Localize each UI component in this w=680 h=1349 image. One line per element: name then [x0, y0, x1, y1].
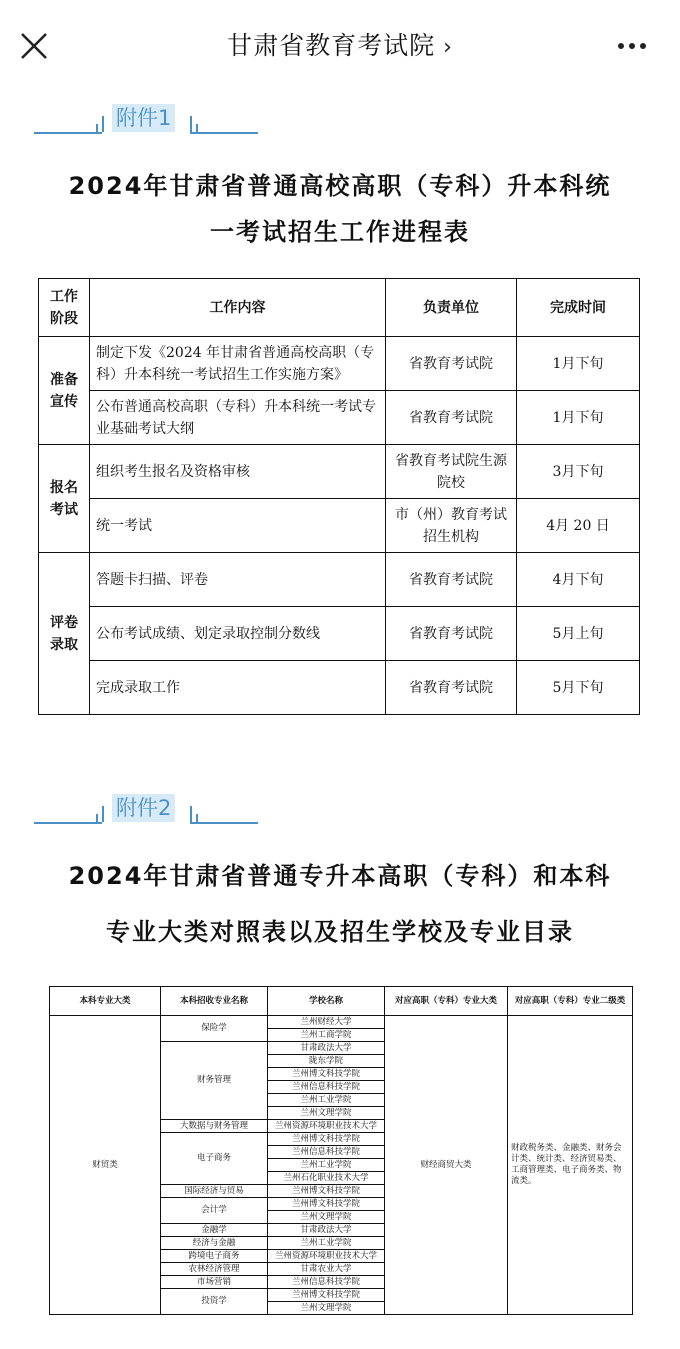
- table-row: [50, 1016, 633, 1029]
- major-cell: 大数据与财务管理: [161, 1120, 268, 1133]
- major-cell: 市场营销: [161, 1276, 268, 1289]
- school-cell: 兰州文理学院: [268, 1211, 385, 1224]
- school-cell: 兰州工商学院: [268, 1029, 385, 1042]
- school-cell: 兰州博文科技学院: [268, 1185, 385, 1198]
- stage-cell: 评卷录取: [39, 553, 90, 715]
- unit-cell: 省教育考试院: [386, 337, 517, 391]
- time-cell: 1月下旬: [517, 337, 640, 391]
- school-cell: 兰州资源环境职业技术大学: [268, 1120, 385, 1133]
- major-cell: 金融学: [161, 1224, 268, 1237]
- table-row: [39, 553, 640, 607]
- table-row: [39, 661, 640, 715]
- time-cell: 4月 20 日: [517, 499, 640, 553]
- header-stage: 工作阶段: [39, 279, 90, 337]
- table-header-row: [39, 279, 640, 337]
- major-mapping-table: [49, 986, 633, 1315]
- category-cell: 财贸类: [50, 1016, 161, 1315]
- content-cell: 制定下发《2024 年甘肃省普通高校高职（专科）升本科统一考试招生工作实施方案》: [90, 337, 386, 391]
- school-cell: 兰州财经大学: [268, 1016, 385, 1029]
- major-cell: 经济与金融: [161, 1237, 268, 1250]
- content-cell: 答题卡扫描、评卷: [90, 553, 386, 607]
- header-unit: 负责单位: [386, 279, 517, 337]
- unit-cell: 省教育考试院: [386, 607, 517, 661]
- major-cell: 跨境电子商务: [161, 1250, 268, 1263]
- vocational-subclass-cell: 财政税务类、金融类、财务会计类、统计类、经济贸易类、工商管理类、电子商务类、物流类。: [508, 1016, 633, 1315]
- table-row: [39, 445, 640, 499]
- more-icon: [618, 34, 651, 53]
- school-cell: 兰州工业学院: [268, 1094, 385, 1107]
- school-cell: 兰州文理学院: [268, 1107, 385, 1120]
- major-cell: 保险学: [161, 1016, 268, 1042]
- unit-cell: 市（州）教育考试招生机构: [386, 499, 517, 553]
- school-cell: 兰州信息科技学院: [268, 1276, 385, 1289]
- time-cell: 3月下旬: [517, 445, 640, 499]
- school-cell: 兰州信息科技学院: [268, 1081, 385, 1094]
- school-cell: 甘肃政法大学: [268, 1042, 385, 1055]
- content-cell: 公布考试成绩、划定录取控制分数线: [90, 607, 386, 661]
- header-cell: 本科专业大类: [50, 987, 161, 1016]
- school-cell: 兰州博文科技学院: [268, 1133, 385, 1146]
- doc1-title-line1: 2024年甘肃省普通高校高职（专科）升本科统: [68, 172, 612, 200]
- header-cell: 本科招收专业名称: [161, 987, 268, 1016]
- doc2-title-line2: 专业大类对照表以及招生学校及专业目录: [106, 918, 574, 946]
- chevron-right-icon: ›: [443, 35, 453, 60]
- header-cell: 对应高职（专科）专业二级类: [508, 987, 633, 1016]
- attachment-1-heading: [34, 104, 264, 144]
- school-cell: 兰州博文科技学院: [268, 1068, 385, 1081]
- major-cell: 国际经济与贸易: [161, 1185, 268, 1198]
- school-cell: 兰州工业学院: [268, 1159, 385, 1172]
- attachment-2-heading: [34, 794, 264, 834]
- time-cell: 4月下旬: [517, 553, 640, 607]
- doc1-title-line2: 一考试招生工作进程表: [210, 218, 470, 246]
- nav-bar: [0, 0, 680, 90]
- header-cell: 对应高职（专科）专业大类: [385, 987, 508, 1016]
- school-cell: 兰州信息科技学院: [268, 1146, 385, 1159]
- content-cell: 完成录取工作: [90, 661, 386, 715]
- time-cell: 5月下旬: [517, 661, 640, 715]
- unit-cell: 省教育考试院: [386, 391, 517, 445]
- school-cell: 兰州文理学院: [268, 1302, 385, 1315]
- content-cell: 组织考生报名及资格审核: [90, 445, 386, 499]
- attachment-2-label: 附件2: [112, 794, 175, 822]
- table-row: [39, 499, 640, 553]
- school-cell: 兰州博文科技学院: [268, 1289, 385, 1302]
- school-cell: 兰州工业学院: [268, 1237, 385, 1250]
- major-cell: 电子商务: [161, 1133, 268, 1185]
- major-cell: 财务管理: [161, 1042, 268, 1120]
- vocational-category-cell: 财经商贸大类: [385, 1016, 508, 1315]
- nav-title: 甘肃省教育考试院: [227, 31, 436, 60]
- school-cell: 兰州资源环境职业技术大学: [268, 1250, 385, 1263]
- nav-title-link[interactable]: [0, 26, 680, 62]
- school-cell: 兰州博文科技学院: [268, 1198, 385, 1211]
- stage-cell: 准备宣传: [39, 337, 90, 445]
- table-header-row: [50, 987, 633, 1016]
- header-time: 完成时间: [517, 279, 640, 337]
- more-button[interactable]: [618, 34, 658, 54]
- table-row: [39, 607, 640, 661]
- major-cell: 会计学: [161, 1198, 268, 1224]
- school-cell: 陇东学院: [268, 1055, 385, 1068]
- major-cell: 农林经济管理: [161, 1263, 268, 1276]
- content-cell: 统一考试: [90, 499, 386, 553]
- major-cell: 投资学: [161, 1289, 268, 1315]
- time-cell: 1月下旬: [517, 391, 640, 445]
- unit-cell: 省教育考试院: [386, 661, 517, 715]
- unit-cell: 省教育考试院: [386, 553, 517, 607]
- time-cell: 5月上旬: [517, 607, 640, 661]
- header-content: 工作内容: [90, 279, 386, 337]
- unit-cell: 省教育考试院生源院校: [386, 445, 517, 499]
- stage-cell: 报名考试: [39, 445, 90, 553]
- progress-table: [38, 278, 640, 715]
- header-cell: 学校名称: [268, 987, 385, 1016]
- school-cell: 甘肃农业大学: [268, 1263, 385, 1276]
- content-cell: 公布普通高校高职（专科）升本科统一考试专业基础考试大纲: [90, 391, 386, 445]
- table-row: [39, 337, 640, 391]
- attachment-1-label: 附件1: [112, 104, 175, 132]
- school-cell: 兰州石化职业技术大学: [268, 1172, 385, 1185]
- table-row: [39, 391, 640, 445]
- school-cell: 甘肃政法大学: [268, 1224, 385, 1237]
- doc2-title-line1: 2024年甘肃省普通专升本高职（专科）和本科: [68, 862, 612, 890]
